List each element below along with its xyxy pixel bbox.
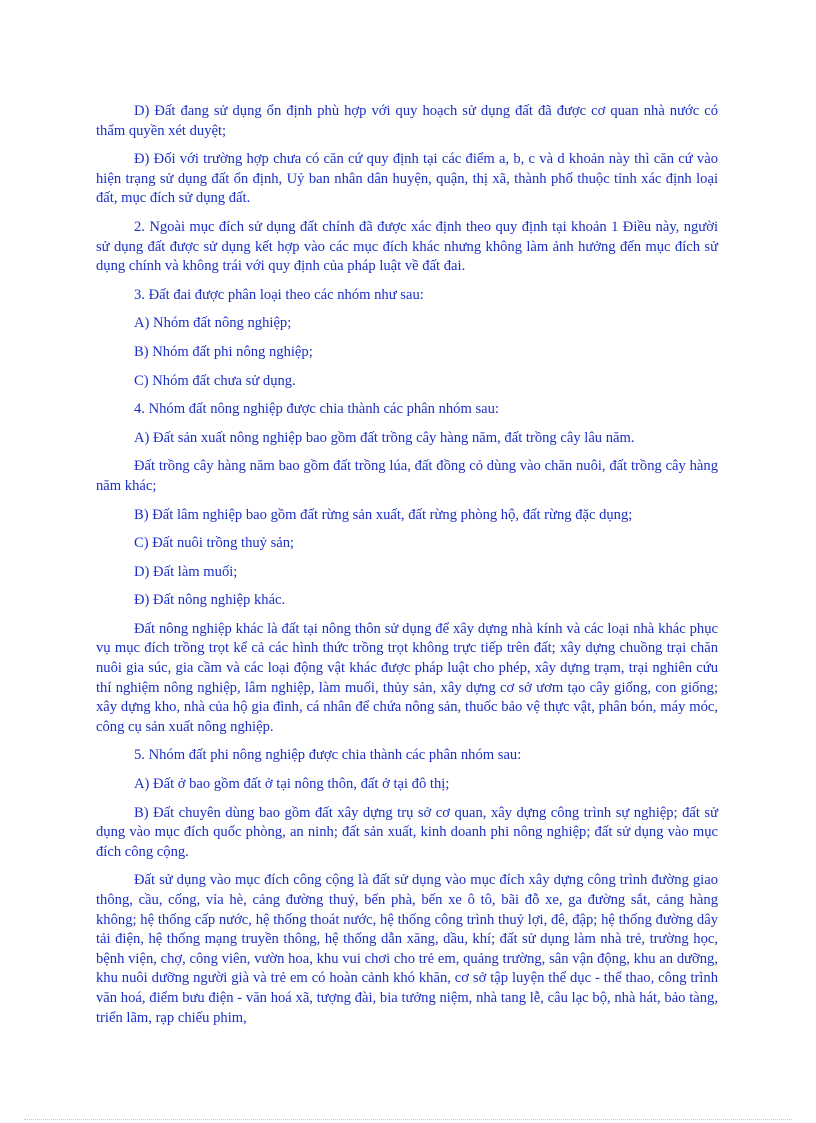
paragraph-clause-4: 4. Nhóm đất nông nghiệp được chia thành các phân nhóm sau: <box>134 401 499 418</box>
paragraph-public-use: Đất sử dụng vào mục đích công cộng là đất sử dụng vào mục đích xây dựng công trình đường giao thông, cầu, cống, vỉa hè, cảng đường thuỷ, bến phà, bến xe ô tô, bãi đỗ xe, ga đường sắt, cảng hàng không; hệ thống cấp nước, hệ thống thoát nước, hệ thống công trình thuỷ lợi, đê, đập; hệ thống đường dây tải điện, hệ thống mạng truyền thông, hệ thống dẫn xăng, dầu, khí; đất sử dụng làm nhà trẻ, trường học, bệnh viện, chợ, công viên, vườn hoa, khu vui chơi cho trẻ em, quảng trường, sân vận động, khu an dưỡng, khu nuôi dưỡng người già và trẻ em có hoàn cảnh khó khăn, cơ sở tập luyện thể dục - thể thao, công trình văn hoá, điểm bưu điện - văn hoá xã, tượng đài, bia tưởng niệm, nhà tang lễ, câu lạc bộ, nhà hát, bảo tàng, triển lãm, rạp chiếu phim, <box>96 872 718 1026</box>
paragraph-nonagri-a: A) Đất ở bao gồm đất ở tại nông thôn, đất ở tại đô thị; <box>134 776 450 793</box>
paragraph-agri-b: B) Đất lâm nghiệp bao gồm đất rừng sản xuất, đất rừng phòng hộ, đất rừng đặc dụng; <box>134 506 633 523</box>
paragraph-group-a: A) Nhóm đất nông nghiệp; <box>134 315 292 332</box>
paragraph-agri-dd: Đ) Đất nông nghiệp khác. <box>134 592 286 609</box>
paragraph-clause-5: 5. Nhóm đất phi nông nghiệp được chia thành các phân nhóm sau: <box>134 747 522 764</box>
paragraph-agri-a: A) Đất sản xuất nông nghiệp bao gồm đất trồng cây hàng năm, đất trồng cây lâu năm. <box>134 429 635 446</box>
paragraph-clause-2: 2. Ngoài mục đích sử dụng đất chính đã được xác định theo quy định tại khoản 1 Điều này, người sử dụng đất được sử dụng kết hợp vào các mục đích khác nhưng không làm ảnh hưởng đến mục đích sử dụng chính và không trái với quy định của pháp luật về đất đai. <box>96 218 718 275</box>
paragraph-group-b: B) Nhóm đất phi nông nghiệp; <box>134 343 313 360</box>
paragraph-nonagri-b: B) Đất chuyên dùng bao gồm đất xây dựng trụ sở cơ quan, xây dựng công trình sự nghiệp; đất sử dụng vào mục đích quốc phòng, an ninh; đất sản xuất, kinh doanh phi nông nghiệp; đất sử dụng vào mục đích công cộng. <box>96 804 718 860</box>
paragraph-item-dd: Đ) Đối với trường hợp chưa có căn cứ quy định tại các điểm a, b, c và d khoản này thì căn cứ vào hiện trạng sử dụng đất ổn định, Uỷ ban nhân dân huyện, quận, thị xã, thành phố thuộc tỉnh xác định loại đất, mục đích sử dụng đất. <box>96 151 718 207</box>
paragraph-other-agri: Đất nông nghiệp khác là đất tại nông thôn sử dụng để xây dựng nhà kính và các loại nhà khác phục vụ mục đích trồng trọt kể cả các hình thức trồng trọt không trực tiếp trên đất; xây dựng chuồng trại chăn nuôi gia súc, gia cầm và các loại động vật khác được pháp luật cho phép, xây dựng trạm, trại nghiên cứu thí nghiệm nông nghiệp, lâm nghiệp, làm muối, thủy sản, xây dựng cơ sở ươm tạo cây giống, con giống; xây dựng kho, nhà của hộ gia đình, cá nhân để chứa nông sản, thuốc bảo vệ thực vật, phân bón, máy móc, công cụ sản xuất nông nghiệp. <box>96 620 718 735</box>
paragraph-group-c: C) Nhóm đất chưa sử dụng. <box>134 372 296 389</box>
paragraph-agri-c: C) Đất nuôi trồng thuỷ sản; <box>134 535 295 552</box>
paragraph-annual-crops: Đất trồng cây hàng năm bao gồm đất trồng lúa, đất đồng cỏ dùng vào chăn nuôi, đất trồng cây hàng năm khác; <box>96 458 718 494</box>
page-bottom-divider <box>24 1119 792 1120</box>
paragraph-agri-d: D) Đất làm muối; <box>134 563 238 580</box>
document-body <box>96 102 718 1037</box>
paragraph-clause-3: 3. Đất đai được phân loại theo các nhóm như sau: <box>134 286 424 303</box>
paragraph-item-d: D) Đất đang sử dụng ổn định phù hợp với quy hoạch sử dụng đất đã được cơ quan nhà nước có thẩm quyền xét duyệt; <box>96 103 718 139</box>
